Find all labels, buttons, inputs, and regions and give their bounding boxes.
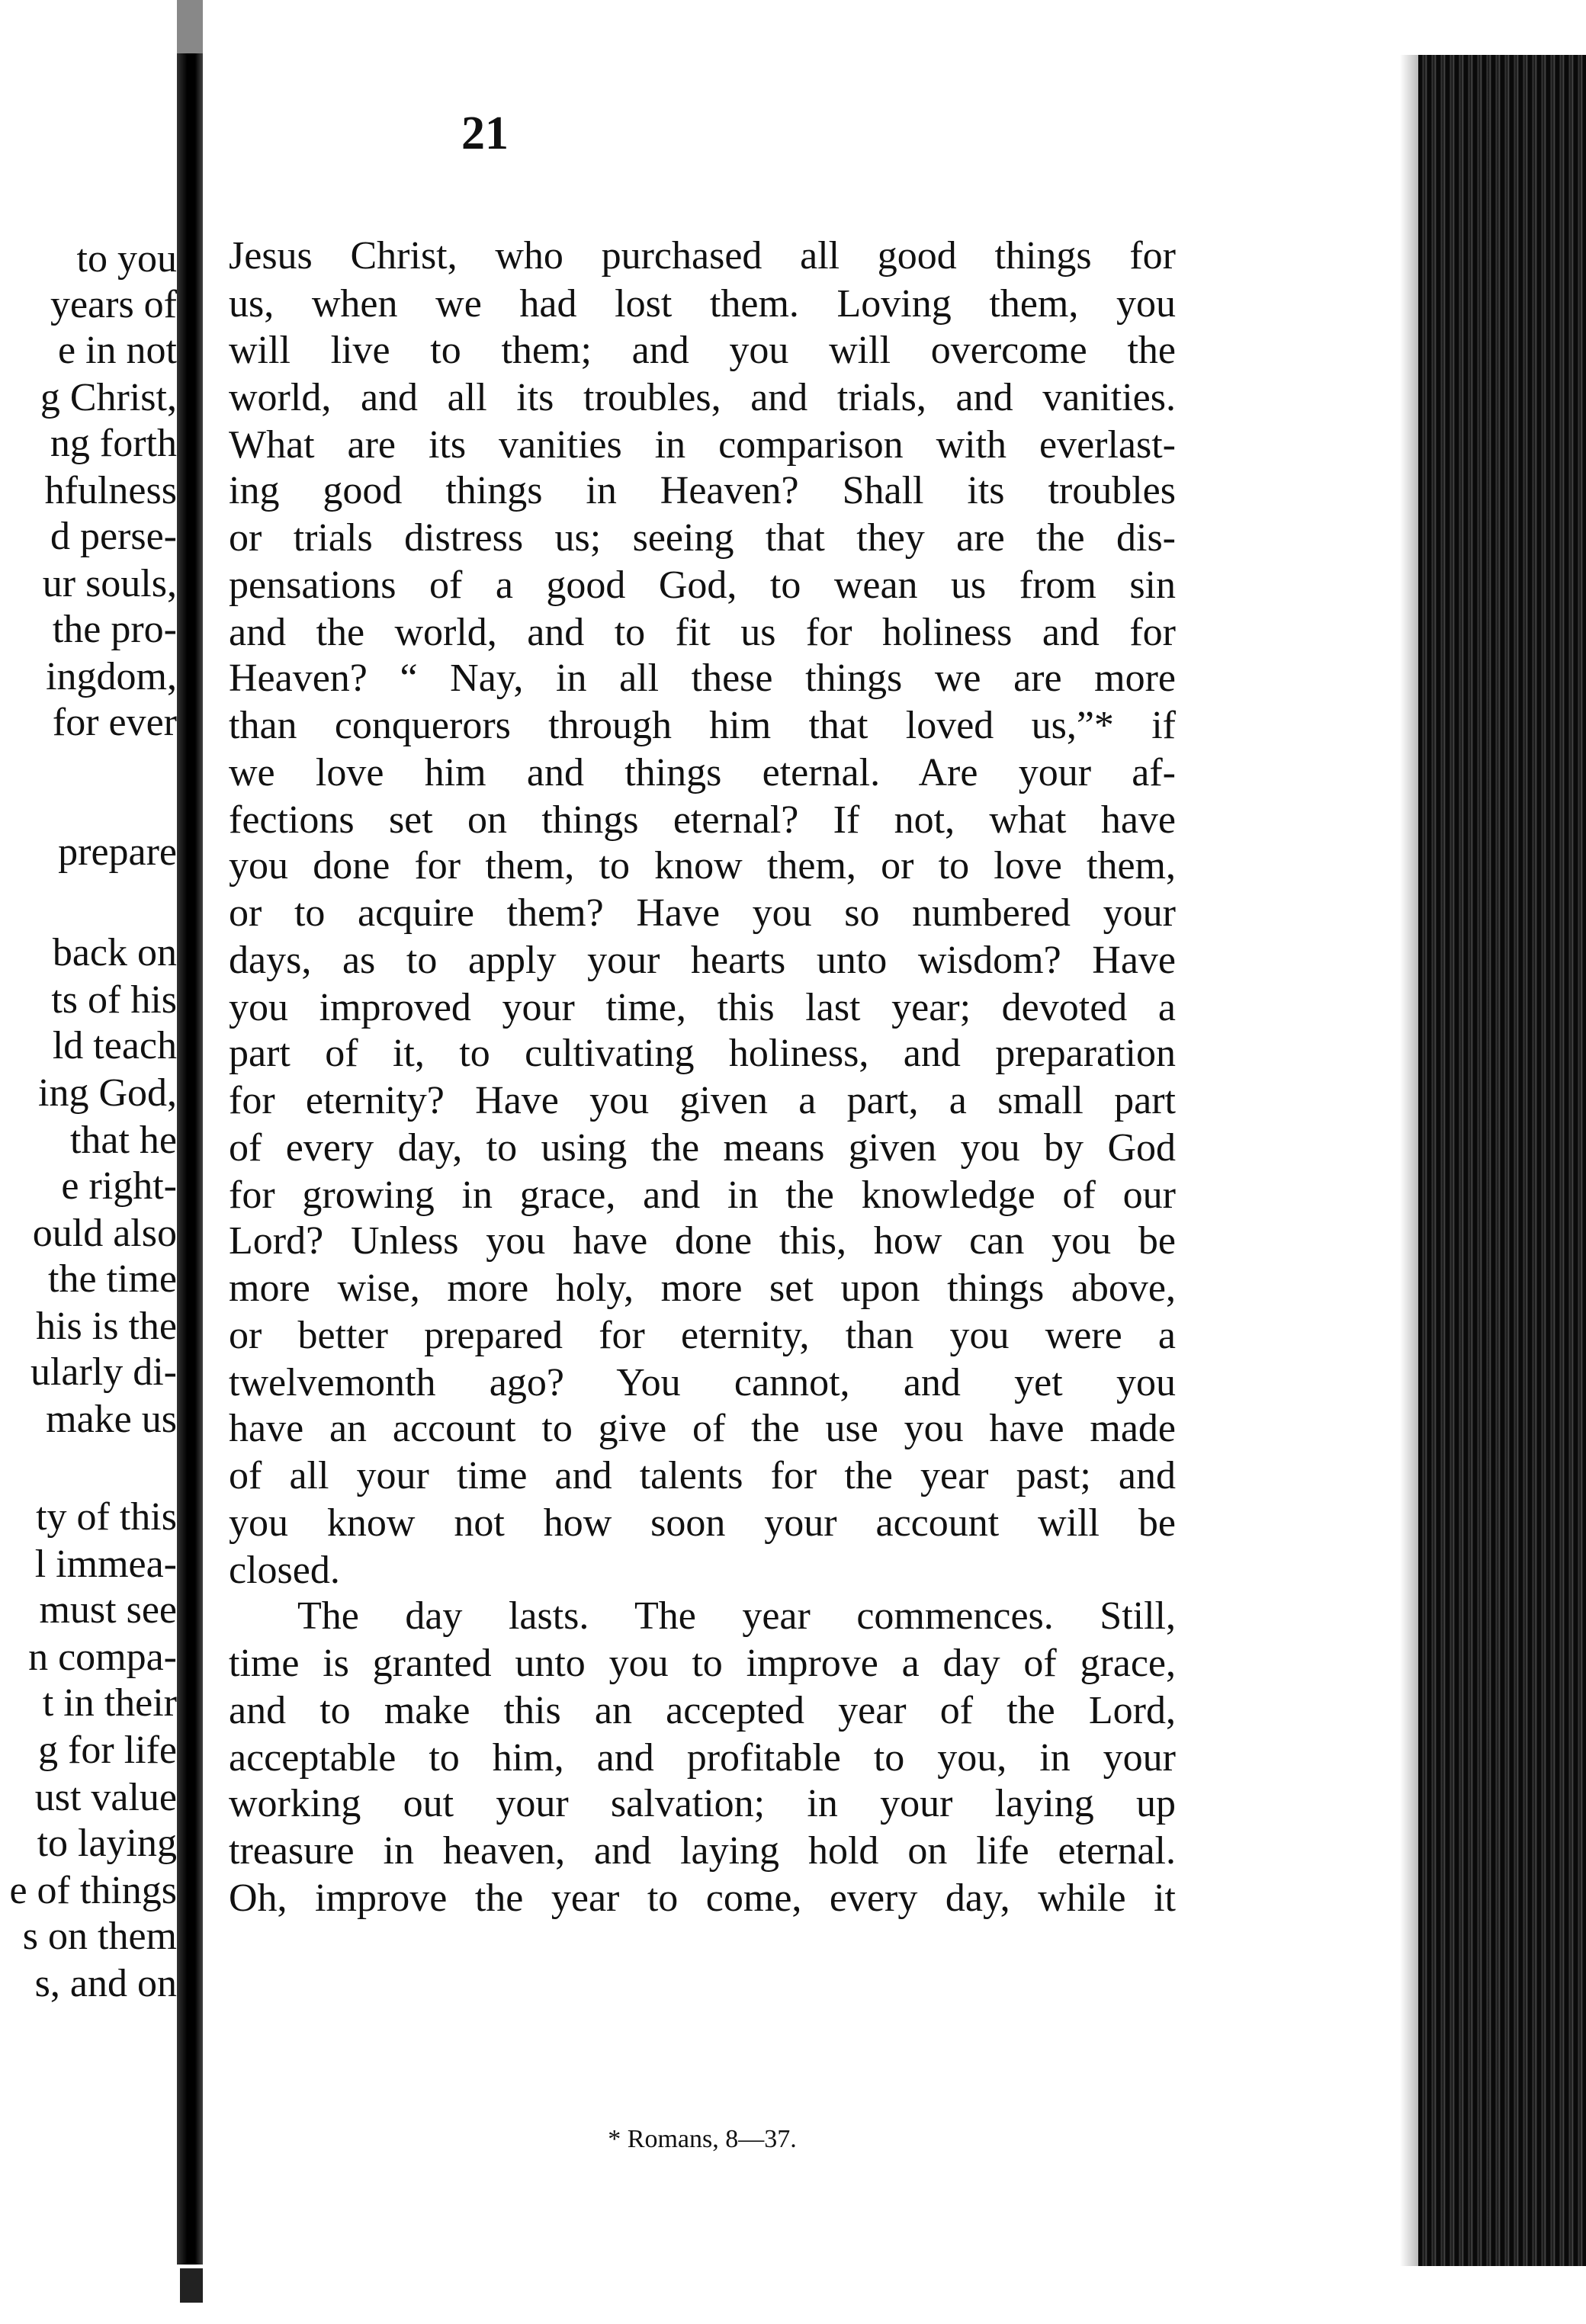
- left-page-line: back on: [52, 931, 177, 974]
- text-line: us, when we had lost them. Loving them, you: [229, 282, 1176, 326]
- left-page-line: years of: [50, 283, 177, 326]
- text-line: days, as to apply your hearts unto wisdom? Have: [229, 939, 1176, 982]
- text-line: The day lasts. The year commences. Still,: [297, 1594, 1176, 1638]
- left-page-line: s on them: [22, 1915, 177, 1958]
- page-edge-shadow: [1400, 55, 1418, 2266]
- left-page-line: make us: [46, 1398, 177, 1441]
- text-line: have an account to give of the use you have made: [229, 1407, 1176, 1450]
- text-line: closed.: [229, 1549, 340, 1592]
- text-line: we love him and things eternal. Are your af-: [229, 751, 1176, 794]
- left-page-line: prepare: [58, 830, 177, 874]
- text-line: fections set on things eternal? If not, what have: [229, 798, 1176, 842]
- left-page-line: n compa-: [28, 1635, 177, 1679]
- text-line: or to acquire them? Have you so numbered your: [229, 891, 1176, 935]
- left-page-line: l immea-: [34, 1542, 177, 1586]
- text-line: world, and all its troubles, and trials, and vanities.: [229, 376, 1176, 419]
- left-page-line: e in not: [58, 329, 177, 372]
- text-line: twelvemonth ago? You cannot, and yet you: [229, 1361, 1176, 1404]
- text-line: for growing in grace, and in the knowledge of our: [229, 1173, 1176, 1217]
- left-page-line: for ever: [52, 701, 177, 744]
- left-page-line: to you: [76, 237, 177, 281]
- book-gutter: [177, 53, 203, 2265]
- gutter-bottom: [180, 2268, 203, 2303]
- text-line: acceptable to him, and profitable to you, in your: [229, 1736, 1176, 1780]
- left-page-fragment: [0, 46, 177, 2303]
- left-page-line: g for life: [38, 1729, 177, 1772]
- text-line: of every day, to using the means given you by God: [229, 1126, 1176, 1170]
- left-page-line: must see: [39, 1588, 177, 1632]
- text-line: or better prepared for eternity, than you were a: [229, 1314, 1176, 1357]
- scan-bottom-margin: [0, 2266, 1586, 2324]
- text-line: pensations of a good God, to wean us from sin: [229, 563, 1176, 607]
- text-line: or trials distress us; seeing that they are the dis-: [229, 516, 1176, 560]
- left-page-line: the time: [48, 1257, 177, 1301]
- left-page-line: the pro-: [52, 608, 177, 651]
- text-line: will live to them; and you will overcome the: [229, 329, 1176, 372]
- left-page-line: ould also: [32, 1212, 177, 1255]
- left-page-line: ts of his: [51, 978, 177, 1022]
- text-line: and to make this an accepted year of the Lord,: [229, 1689, 1176, 1732]
- text-line: you done for them, to know them, or to love them,: [229, 844, 1176, 888]
- left-page-line: ty of this: [36, 1495, 177, 1539]
- text-line: ing good things in Heaven? Shall its troubles: [229, 469, 1176, 512]
- text-line: you know not how soon your account will be: [229, 1501, 1176, 1545]
- text-line: than conquerors through him that loved us,”* if: [229, 704, 1176, 747]
- text-line: treasure in heaven, and laying hold on life eternal.: [229, 1829, 1176, 1873]
- book-page-edges: [1418, 55, 1586, 2266]
- left-page-line: ularly di-: [30, 1350, 177, 1394]
- text-line: part of it, to cultivating holiness, and preparation: [229, 1032, 1176, 1075]
- left-page-line: e right-: [61, 1164, 177, 1208]
- footnote: * Romans, 8—37.: [608, 2125, 797, 2153]
- left-page-line: ing God,: [38, 1071, 177, 1115]
- text-line: time is granted unto you to improve a day of grace,: [229, 1642, 1176, 1685]
- left-page-line: t in their: [42, 1681, 177, 1725]
- left-page-line: g Christ,: [40, 376, 177, 419]
- text-line: Heaven? “ Nay, in all these things we are more: [229, 656, 1176, 700]
- text-line: Oh, improve the year to come, every day, while it: [229, 1876, 1176, 1920]
- gutter-top: [177, 0, 203, 53]
- text-line: more wise, more holy, more set upon things above,: [229, 1266, 1176, 1310]
- left-page-line: ust value: [34, 1776, 177, 1819]
- left-page-line: ld teach: [52, 1024, 177, 1067]
- text-line: Lord? Unless you have done this, how can you be: [229, 1219, 1176, 1263]
- left-page-line: to laying: [37, 1822, 177, 1865]
- left-page-line: e of things: [9, 1869, 177, 1912]
- text-line: for eternity? Have you given a part, a small part: [229, 1079, 1176, 1122]
- left-page-line: that he: [69, 1119, 177, 1162]
- text-line: and the world, and to fit us for holiness and for: [229, 611, 1176, 654]
- text-line: of all your time and talents for the year past; and: [229, 1454, 1176, 1497]
- left-page-line: hfulness: [44, 469, 177, 512]
- text-line: working out your salvation; in your laying up: [229, 1782, 1176, 1825]
- left-page-line: ur souls,: [42, 562, 177, 605]
- text-line: Jesus Christ, who purchased all good things for: [229, 234, 1176, 278]
- page-number: 21: [461, 108, 509, 159]
- text-line: you improved your time, this last year; devoted a: [229, 986, 1176, 1029]
- left-page-line: ng forth: [50, 422, 177, 465]
- left-page-line: d perse-: [50, 515, 177, 558]
- left-page-line: ingdom,: [46, 655, 177, 698]
- left-page-line: his is the: [36, 1305, 177, 1348]
- left-page-line: s, and on: [34, 1962, 177, 2005]
- text-line: What are its vanities in comparison with everlast-: [229, 423, 1176, 467]
